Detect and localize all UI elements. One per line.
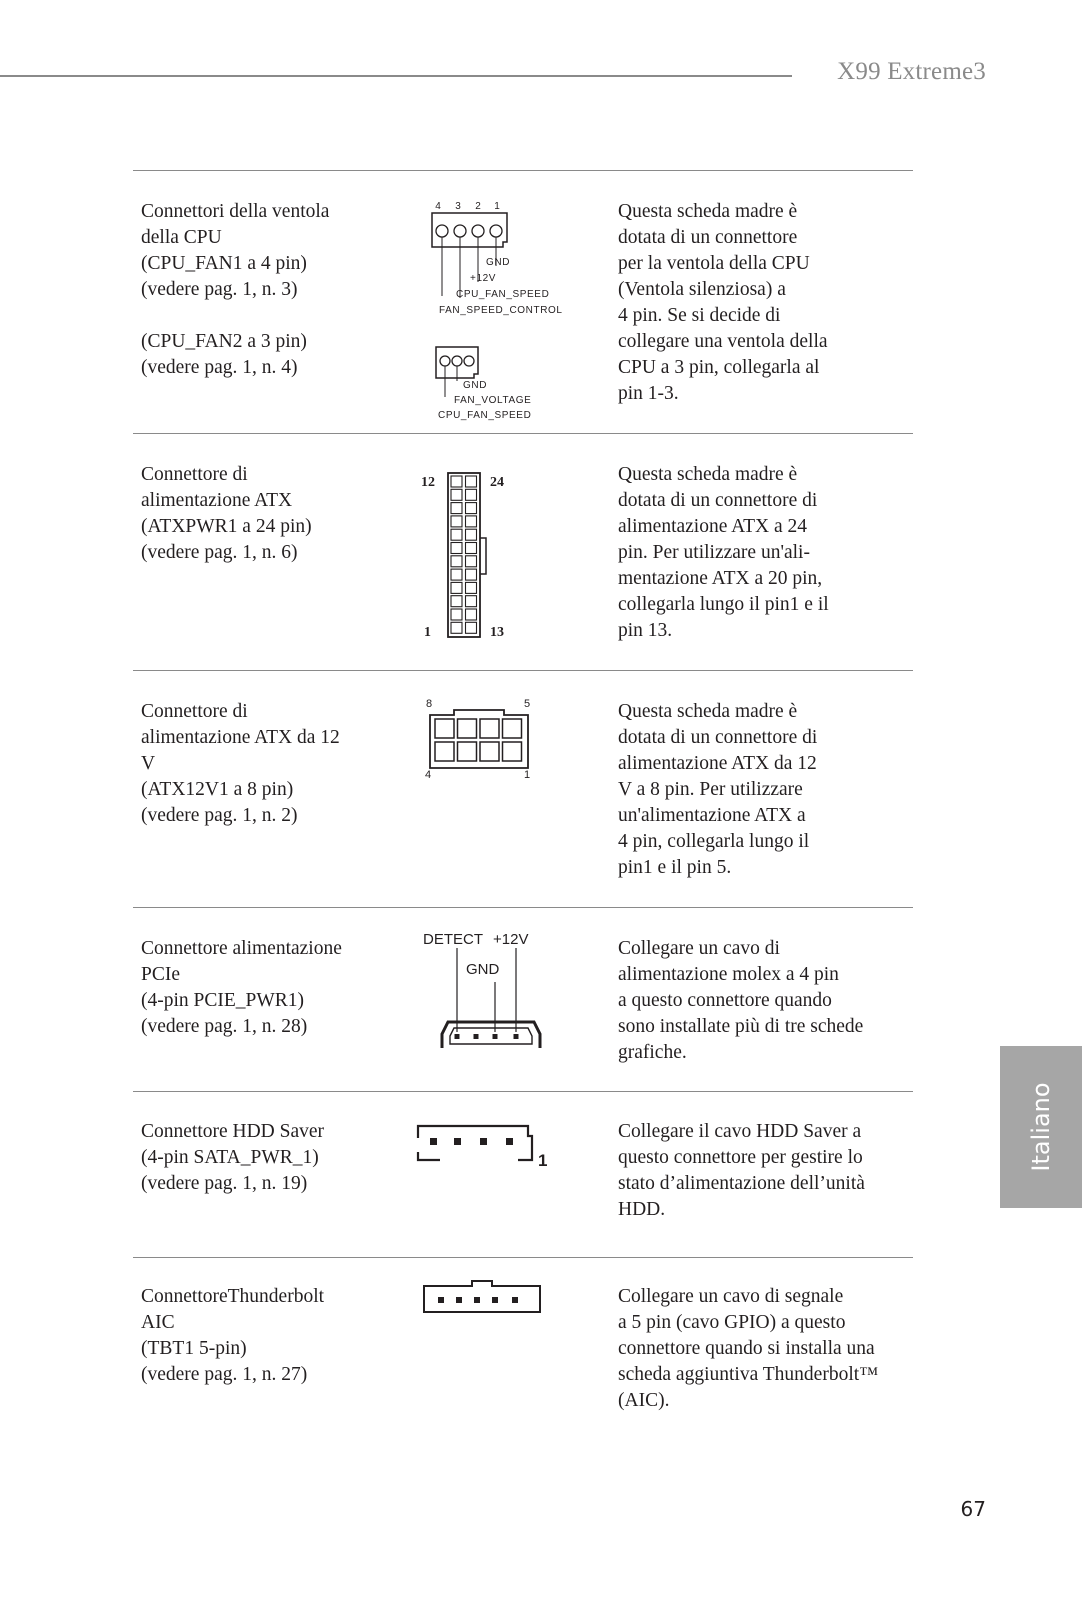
pin bbox=[466, 569, 477, 580]
text-line: alimentazione ATX a 24 bbox=[618, 516, 807, 537]
pin-row bbox=[438, 1297, 518, 1303]
text-line: ConnettoreThunderbolt bbox=[141, 1286, 325, 1307]
pin bbox=[466, 529, 477, 540]
text-line: Connettore di bbox=[141, 464, 248, 485]
language-tab bbox=[1000, 1046, 1082, 1208]
header-title: X99 Extreme3 bbox=[837, 58, 986, 85]
text-line: (CPU_FAN1 a 4 pin) bbox=[141, 253, 307, 274]
pin-label: GND bbox=[466, 961, 500, 978]
row-5-explanation bbox=[618, 1119, 918, 1223]
pin-row bbox=[455, 1034, 519, 1039]
text-line: (vedere pag. 1, n. 4) bbox=[141, 357, 298, 378]
pin bbox=[506, 1138, 513, 1145]
text-line: (vedere pag. 1, n. 6) bbox=[141, 542, 298, 563]
pin bbox=[480, 1138, 487, 1145]
pin bbox=[451, 503, 462, 514]
text-line: CPU a 3 pin, collegarla al bbox=[618, 357, 820, 378]
pin bbox=[466, 609, 477, 620]
pin-label: 4 bbox=[425, 769, 432, 781]
pcie-housing-inner bbox=[450, 1028, 532, 1044]
pin bbox=[466, 516, 477, 527]
text-line: mentazione ATX a 20 pin, bbox=[618, 568, 823, 589]
pin bbox=[474, 1297, 480, 1303]
pin-label: 12 bbox=[421, 475, 435, 490]
pin bbox=[451, 596, 462, 607]
text-line: Connettore HDD Saver bbox=[141, 1121, 325, 1142]
pin bbox=[503, 742, 522, 761]
row-6-description bbox=[141, 1284, 381, 1388]
text-line: (vedere pag. 1, n. 19) bbox=[141, 1173, 308, 1194]
text-line: Connettore alimentazione bbox=[141, 938, 342, 959]
pin bbox=[466, 489, 477, 500]
pin-label: CPU_FAN_SPEED bbox=[438, 410, 532, 421]
pcie-power-connector-diagram bbox=[420, 928, 560, 1048]
pin-label: 1 bbox=[424, 625, 431, 640]
text-line: 4 pin, collegarla lungo il bbox=[618, 831, 810, 852]
pin bbox=[455, 1034, 460, 1039]
pin-label: DETECT bbox=[423, 931, 483, 948]
pin-number: 3 bbox=[455, 201, 461, 212]
pin bbox=[451, 622, 462, 633]
text-line: pin 1-3. bbox=[618, 383, 679, 404]
text-line: a questo connettore quando bbox=[618, 990, 832, 1011]
pin bbox=[474, 1034, 479, 1039]
pin-label: 5 bbox=[524, 698, 531, 710]
text-line: V bbox=[141, 753, 156, 774]
text-line: alimentazione ATX da 12 bbox=[141, 727, 340, 748]
text-line: collegare una ventola della bbox=[618, 331, 828, 352]
row-1-description bbox=[141, 199, 381, 381]
text-line: dotata di un connettore di bbox=[618, 727, 818, 748]
spacer bbox=[141, 303, 381, 329]
pin bbox=[440, 356, 450, 366]
header-rule bbox=[0, 75, 792, 77]
text-line: HDD. bbox=[618, 1199, 666, 1220]
text-line: scheda aggiuntiva Thunderbolt™ bbox=[618, 1364, 879, 1385]
row-2-description bbox=[141, 462, 381, 566]
hdd-saver-connector-diagram bbox=[414, 1124, 554, 1170]
row-3-explanation bbox=[618, 699, 918, 881]
text-line: sono installate più di tre schede bbox=[618, 1016, 864, 1037]
pin bbox=[503, 719, 522, 738]
text-line: (ATXPWR1 a 24 pin) bbox=[141, 516, 312, 537]
pin bbox=[493, 1034, 498, 1039]
text-line: un'alimentazione ATX a bbox=[618, 805, 806, 826]
text-line: Collegare un cavo di bbox=[618, 938, 780, 959]
pin bbox=[454, 225, 466, 237]
text-line: per la ventola della CPU bbox=[618, 253, 810, 274]
row-divider bbox=[133, 1091, 913, 1092]
pin-label: GND bbox=[486, 257, 511, 268]
pin bbox=[452, 356, 462, 366]
pin-number: 4 bbox=[435, 201, 441, 212]
pin bbox=[458, 742, 477, 761]
row-4-explanation bbox=[618, 936, 918, 1066]
text-line: (CPU_FAN2 a 3 pin) bbox=[141, 331, 307, 352]
text-line: Connettore di bbox=[141, 701, 248, 722]
atx12v-8pin-connector-diagram bbox=[420, 696, 540, 784]
row-3-description bbox=[141, 699, 381, 829]
text-line: dotata di un connettore bbox=[618, 227, 798, 248]
pin-label: 8 bbox=[426, 698, 433, 710]
text-line: Collegare un cavo di segnale bbox=[618, 1286, 844, 1307]
cpu-fan-connector-diagram bbox=[420, 192, 580, 424]
pin-label: 13 bbox=[490, 625, 504, 640]
text-line: a 5 pin (cavo GPIO) a questo bbox=[618, 1312, 846, 1333]
text-line: (4-pin PCIE_PWR1) bbox=[141, 990, 305, 1011]
text-line: pin1 e il pin 5. bbox=[618, 857, 732, 878]
text-line: grafiche. bbox=[618, 1042, 687, 1063]
text-line: Questa scheda madre è bbox=[618, 701, 798, 722]
pin bbox=[451, 516, 462, 527]
pin-label: +12V bbox=[493, 931, 529, 948]
pin bbox=[435, 719, 454, 738]
text-line: pin 13. bbox=[618, 620, 673, 641]
pin bbox=[490, 225, 502, 237]
pin bbox=[451, 476, 462, 487]
text-line: PCIe bbox=[141, 964, 180, 985]
page-number: 67 bbox=[960, 1497, 986, 1521]
row-5-description bbox=[141, 1119, 381, 1197]
text-line: Collegare il cavo HDD Saver a bbox=[618, 1121, 862, 1142]
text-line: connettore quando si installa una bbox=[618, 1338, 875, 1359]
text-line: (ATX12V1 a 8 pin) bbox=[141, 779, 294, 800]
text-line: 4 pin. Se si decide di bbox=[618, 305, 781, 326]
text-line: (4-pin SATA_PWR_1) bbox=[141, 1147, 319, 1168]
tbt-housing bbox=[424, 1281, 540, 1312]
pin bbox=[480, 742, 499, 761]
row-divider bbox=[133, 170, 913, 171]
pin bbox=[466, 556, 477, 567]
text-line: alimentazione ATX da 12 bbox=[618, 753, 817, 774]
text-line: Questa scheda madre è bbox=[618, 464, 798, 485]
pin-number: 2 bbox=[475, 201, 481, 212]
pin bbox=[451, 582, 462, 593]
pin-label: 1 bbox=[524, 769, 531, 781]
row-2-explanation bbox=[618, 462, 918, 644]
pin-grid bbox=[435, 719, 522, 761]
hdd-housing-bottom bbox=[418, 1152, 440, 1160]
pin bbox=[466, 476, 477, 487]
row-divider bbox=[133, 670, 913, 671]
text-line: alimentazione ATX bbox=[141, 490, 293, 511]
pin bbox=[464, 356, 474, 366]
text-line: pin. Per utilizzare un'ali- bbox=[618, 542, 810, 563]
pin bbox=[512, 1297, 518, 1303]
pin bbox=[451, 569, 462, 580]
pin bbox=[466, 543, 477, 554]
pin bbox=[472, 225, 484, 237]
text-line: Questa scheda madre è bbox=[618, 201, 798, 222]
text-line: questo connettore per gestire lo bbox=[618, 1147, 863, 1168]
pin-label: 1 bbox=[538, 1151, 548, 1170]
atx24-housing bbox=[448, 473, 480, 637]
text-line: dotata di un connettore di bbox=[618, 490, 818, 511]
pin bbox=[451, 556, 462, 567]
pin bbox=[466, 503, 477, 514]
pin bbox=[430, 1138, 437, 1145]
pin bbox=[438, 1297, 444, 1303]
language-tab-label: Italiano bbox=[1027, 1082, 1055, 1172]
text-line: della CPU bbox=[141, 227, 222, 248]
pin-label: FAN_VOLTAGE bbox=[454, 395, 532, 406]
pin bbox=[480, 719, 499, 738]
text-line: (vedere pag. 1, n. 3) bbox=[141, 279, 298, 300]
pin bbox=[454, 1138, 461, 1145]
pin bbox=[451, 489, 462, 500]
text-line: stato d’alimentazione dell’unità bbox=[618, 1173, 865, 1194]
thunderbolt-connector-diagram bbox=[420, 1278, 550, 1318]
pin bbox=[466, 622, 477, 633]
text-line: collegarla lungo il pin1 e il bbox=[618, 594, 829, 615]
atx-24pin-connector-diagram bbox=[420, 470, 520, 645]
text-line: (vedere pag. 1, n. 2) bbox=[141, 805, 298, 826]
text-line: (TBT1 5-pin) bbox=[141, 1338, 247, 1359]
pin-grid bbox=[451, 476, 477, 633]
pin-number: 1 bbox=[494, 201, 500, 212]
pin-label: GND bbox=[463, 380, 488, 391]
pin bbox=[456, 1297, 462, 1303]
pin-row bbox=[430, 1138, 513, 1145]
pin bbox=[436, 225, 448, 237]
pin bbox=[458, 719, 477, 738]
pin bbox=[466, 596, 477, 607]
row-1-explanation bbox=[618, 199, 918, 407]
pin bbox=[451, 609, 462, 620]
row-divider bbox=[133, 1257, 913, 1258]
row-4-description bbox=[141, 936, 381, 1040]
row-divider bbox=[133, 433, 913, 434]
pin bbox=[466, 582, 477, 593]
text-line: AIC bbox=[141, 1312, 175, 1333]
text-line: (vedere pag. 1, n. 27) bbox=[141, 1364, 308, 1385]
pin-label: +12V bbox=[470, 273, 497, 284]
pin bbox=[435, 742, 454, 761]
text-line: Connettori della ventola bbox=[141, 201, 330, 222]
pin-label: CPU_FAN_SPEED bbox=[456, 289, 550, 300]
pin bbox=[492, 1297, 498, 1303]
text-line: (vedere pag. 1, n. 28) bbox=[141, 1016, 308, 1037]
pin bbox=[451, 543, 462, 554]
text-line: (AIC). bbox=[618, 1390, 670, 1411]
row-6-explanation bbox=[618, 1284, 918, 1414]
pin-label: FAN_SPEED_CONTROL bbox=[439, 305, 563, 316]
text-line: alimentazione molex a 4 pin bbox=[618, 964, 839, 985]
pin bbox=[514, 1034, 519, 1039]
text-line: V a 8 pin. Per utilizzare bbox=[618, 779, 803, 800]
pin-label: 24 bbox=[490, 475, 504, 490]
pin bbox=[451, 529, 462, 540]
text-line: (Ventola silenziosa) a bbox=[618, 279, 786, 300]
row-divider bbox=[133, 907, 913, 908]
